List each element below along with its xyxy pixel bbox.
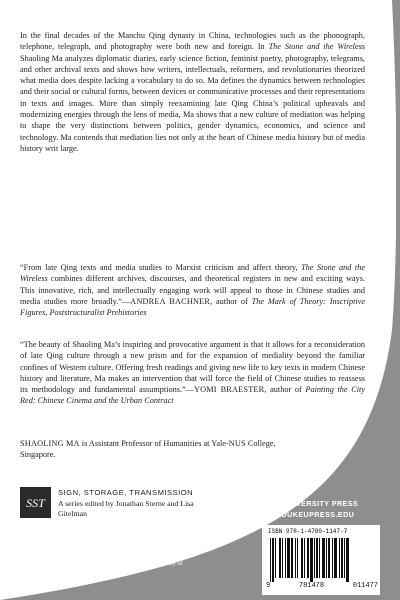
barcode-box — [262, 525, 380, 595]
review-braester — [20, 339, 365, 407]
subject-categories — [380, 6, 394, 336]
author-name: SHAOLING MA — [20, 439, 80, 448]
review-book-title: The Stone and the Wireless — [20, 263, 365, 284]
review-text: “The beauty of Shaoling Ma’s inspiring and provocative argument is that it allows for a reconsideration of late Qing culture through a new prism and for the expansion of mediality beyond the familiar confines of Western culture. Offering fresh readings and giving new life to key texts in modern Chinese history and literature, Ma makes an intervention that will force the field of Chinese studies to reassess its methodology and fundamental assumptions.”— — [20, 340, 365, 395]
reviewer-name: YOMI BRAESTER — [193, 385, 265, 395]
cover-art-label: COVER ART: — [18, 552, 60, 559]
publisher-url: WWW.DUKEUPRESS.EDU — [258, 510, 355, 519]
barcode-digits — [266, 582, 378, 590]
publisher-name: DUKE UNIVERSITY PRESS — [258, 499, 359, 508]
cover-art-details: , 2013–19. Stone, iron, copper, polystyrene, aluminum; dimensions variable. Courtesy of the artist. — [18, 552, 184, 576]
series-editors: A series edited by Jonathan Sterne and Lisa Gitelman — [58, 499, 194, 518]
reviewer-sep: , author of — [264, 385, 306, 395]
description-text-cont: Shaoling Ma analyzes diplomatic diaries, early science fiction, feminist poetry, photography, telegrams, and other archival texts and shows how writers, intellectuals, reformers, and revolutionaries theorized what media does despite lacking a vocabulary to do so. Ma defines the dynamics between technologies and their social or cultural forms, between devices or communicative processes and their representations in texts and images. More than simply reexamining late Qing China’s political upheavals and modernizing energies through the lens of media, Ma shows that a new culture of mediation was helping to shape the very distinctions between politics, gender dynamics, economics, and science and technology. Ma contends that mediation lies not only at the heart of Chinese media history but of media history writ large. — [20, 53, 366, 153]
isbn-text: ISBN 978-1-4780-1147-7 — [268, 528, 348, 535]
review-text-cont: combines different archives, discourses, and theoretical registers in new and exciting ways. This innovative, rich, and intellectually engaging work will appeal to those in Chinese studies and media studies more broadly.”— — [20, 274, 365, 306]
author-bio-text-end: College, Singapore. — [20, 439, 276, 460]
barcode-digit-first: 9 — [266, 582, 271, 590]
barcode-digit-group-2: 011477 — [352, 582, 378, 590]
cover-art-credit — [18, 552, 188, 577]
series-logo — [20, 487, 51, 518]
book-title: The Stone and the Wireless — [268, 42, 365, 52]
author-bio-nus: NUS — [228, 439, 246, 448]
reviewer-name: ANDREA BACHNER — [130, 296, 211, 306]
author-bio — [20, 438, 280, 461]
reviewer-sep: , author of — [210, 296, 252, 306]
review-text: “From late Qing texts and media studies to Marxist criticism and affect theory, — [20, 263, 302, 272]
series-logo-icon — [22, 489, 49, 516]
publisher-block — [258, 499, 358, 519]
series-title: SIGN, STORAGE, TRANSMISSION — [58, 488, 194, 497]
barcode-digit-group-1: 781478 — [298, 582, 325, 590]
barcode-icon — [268, 538, 374, 582]
series-logo-text: SST — [26, 496, 45, 510]
book-description — [20, 30, 365, 154]
subject-categories-text: MEDIA AND TECHNOLOGY STUDIES ASIAN STUDIES LITERARY THEORY — [380, 6, 387, 268]
reviewer-work: Painting the City Red: Chinese Cinema and the Urban Contract — [20, 385, 366, 406]
description-text: In the final decades of the Manchu Qing dynasty in China, technologies such as the phonograph, telephone, telegraph, and photography were both new and foreign. In — [20, 31, 365, 52]
series-block — [20, 487, 220, 531]
cover-art-work: Apocalypse — [97, 552, 127, 559]
review-bachner — [20, 262, 365, 318]
author-bio-text: is Assistant Professor of Humanities at Yale- — [79, 439, 229, 448]
reviewer-work: The Mark of Theory: Inscriptive Figures, Poststructuralist Prehistories — [20, 296, 365, 318]
cover-art-artist: Wang Sishun, — [59, 552, 98, 559]
